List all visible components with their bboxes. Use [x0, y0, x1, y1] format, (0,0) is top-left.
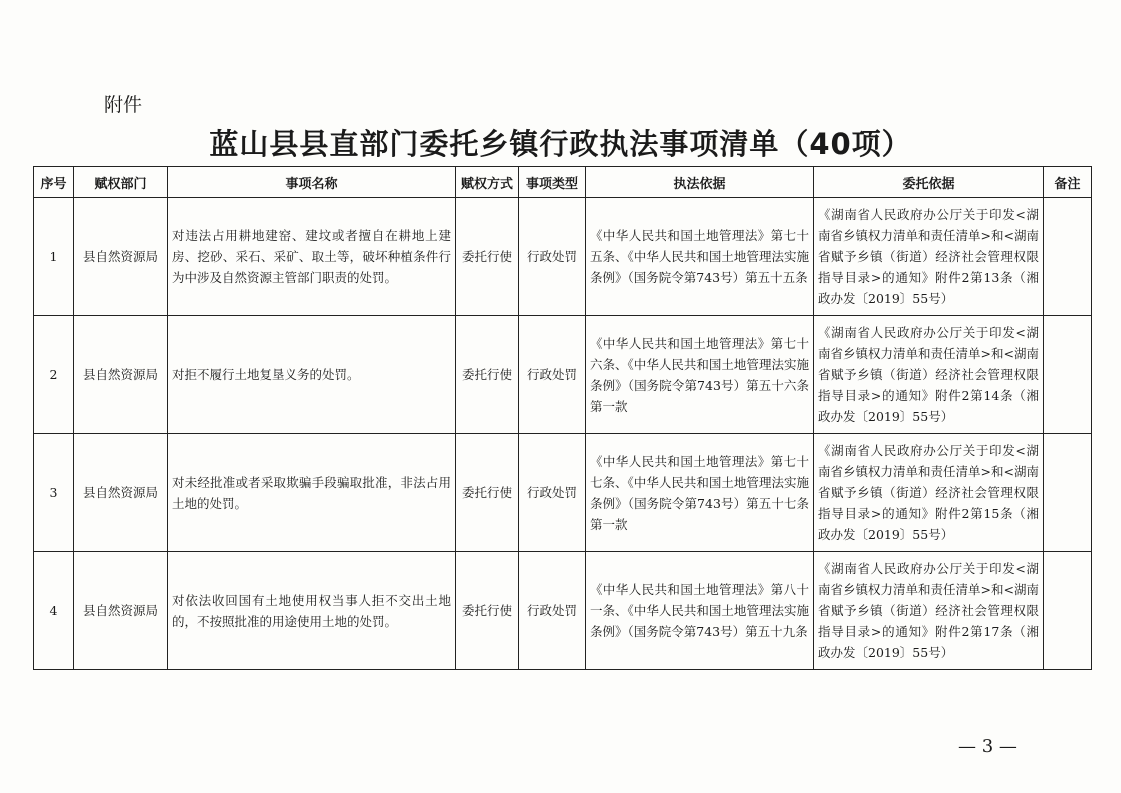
- row-method: 委托行使: [456, 198, 519, 316]
- document-title: 蓝山县县直部门委托乡镇行政执法事项清单（40项）: [209, 127, 912, 161]
- row-number: 1: [34, 198, 74, 316]
- row-note: [1044, 198, 1092, 316]
- row-item: 对未经批准或者采取欺骗手段骗取批准，非法占用土地的处罚。: [168, 434, 456, 552]
- col-header-item: 事项名称: [168, 167, 456, 198]
- col-header-type: 事项类型: [519, 167, 586, 198]
- row-note: [1044, 434, 1092, 552]
- row-basis: 《湖南省人民政府办公厅关于印发<湖南省乡镇权力清单和责任清单>和<湖南省赋予乡镇（街道）经济社会管理权限指导目录>的通知》附件2第13条（湘政办发〔2019〕55号）: [814, 198, 1044, 316]
- row-basis: 《湖南省人民政府办公厅关于印发<湖南省乡镇权力清单和责任清单>和<湖南省赋予乡镇（街道）经济社会管理权限指导目录>的通知》附件2第17条（湘政办发〔2019〕55号）: [814, 552, 1044, 670]
- row-note: [1044, 316, 1092, 434]
- row-law: 《中华人民共和国土地管理法》第七十七条、《中华人民共和国土地管理法实施条例》（国务院令第743号）第五十七条第一款: [586, 434, 814, 552]
- page-number: — 3 —: [958, 736, 1017, 757]
- row-type: 行政处罚: [519, 198, 586, 316]
- row-basis: 《湖南省人民政府办公厅关于印发<湖南省乡镇权力清单和责任清单>和<湖南省赋予乡镇（街道）经济社会管理权限指导目录>的通知》附件2第15条（湘政办发〔2019〕55号）: [814, 434, 1044, 552]
- attachment-label: 附件: [104, 94, 143, 116]
- table-row: [34, 316, 1092, 434]
- row-method: 委托行使: [456, 552, 519, 670]
- row-dept: 县自然资源局: [74, 316, 168, 434]
- row-number: 4: [34, 552, 74, 670]
- row-dept: 县自然资源局: [74, 198, 168, 316]
- row-dept: 县自然资源局: [74, 434, 168, 552]
- col-header-method: 赋权方式: [456, 167, 519, 198]
- row-item: 对拒不履行土地复垦义务的处罚。: [168, 316, 456, 434]
- row-number: 3: [34, 434, 74, 552]
- row-dept: 县自然资源局: [74, 552, 168, 670]
- table-row: [34, 434, 1092, 552]
- row-law: 《中华人民共和国土地管理法》第八十一条、《中华人民共和国土地管理法实施条例》（国务院令第743号）第五十九条: [586, 552, 814, 670]
- row-item: 对违法占用耕地建窑、建坟或者擅自在耕地上建房、挖砂、采石、采矿、取土等，破坏种植条件行为中涉及自然资源主管部门职责的处罚。: [168, 198, 456, 316]
- col-header-dept: 赋权部门: [74, 167, 168, 198]
- col-header-law: 执法依据: [586, 167, 814, 198]
- col-header-basis: 委托依据: [814, 167, 1044, 198]
- row-type: 行政处罚: [519, 434, 586, 552]
- row-law: 《中华人民共和国土地管理法》第七十五条、《中华人民共和国土地管理法实施条例》（国务院令第743号）第五十五条: [586, 198, 814, 316]
- row-type: 行政处罚: [519, 316, 586, 434]
- row-item: 对依法收回国有土地使用权当事人拒不交出土地的，不按照批准的用途使用土地的处罚。: [168, 552, 456, 670]
- row-method: 委托行使: [456, 434, 519, 552]
- col-header-note: 备注: [1044, 167, 1092, 198]
- row-type: 行政处罚: [519, 552, 586, 670]
- table-header-row: [34, 167, 1092, 198]
- row-basis: 《湖南省人民政府办公厅关于印发<湖南省乡镇权力清单和责任清单>和<湖南省赋予乡镇（街道）经济社会管理权限指导目录>的通知》附件2第14条（湘政办发〔2019〕55号）: [814, 316, 1044, 434]
- row-law: 《中华人民共和国土地管理法》第七十六条、《中华人民共和国土地管理法实施条例》（国务院令第743号）第五十六条第一款: [586, 316, 814, 434]
- col-header-no: 序号: [34, 167, 74, 198]
- table-row: [34, 198, 1092, 316]
- table-row: [34, 552, 1092, 670]
- row-method: 委托行使: [456, 316, 519, 434]
- row-note: [1044, 552, 1092, 670]
- enforcement-items-table: [33, 166, 1092, 670]
- row-number: 2: [34, 316, 74, 434]
